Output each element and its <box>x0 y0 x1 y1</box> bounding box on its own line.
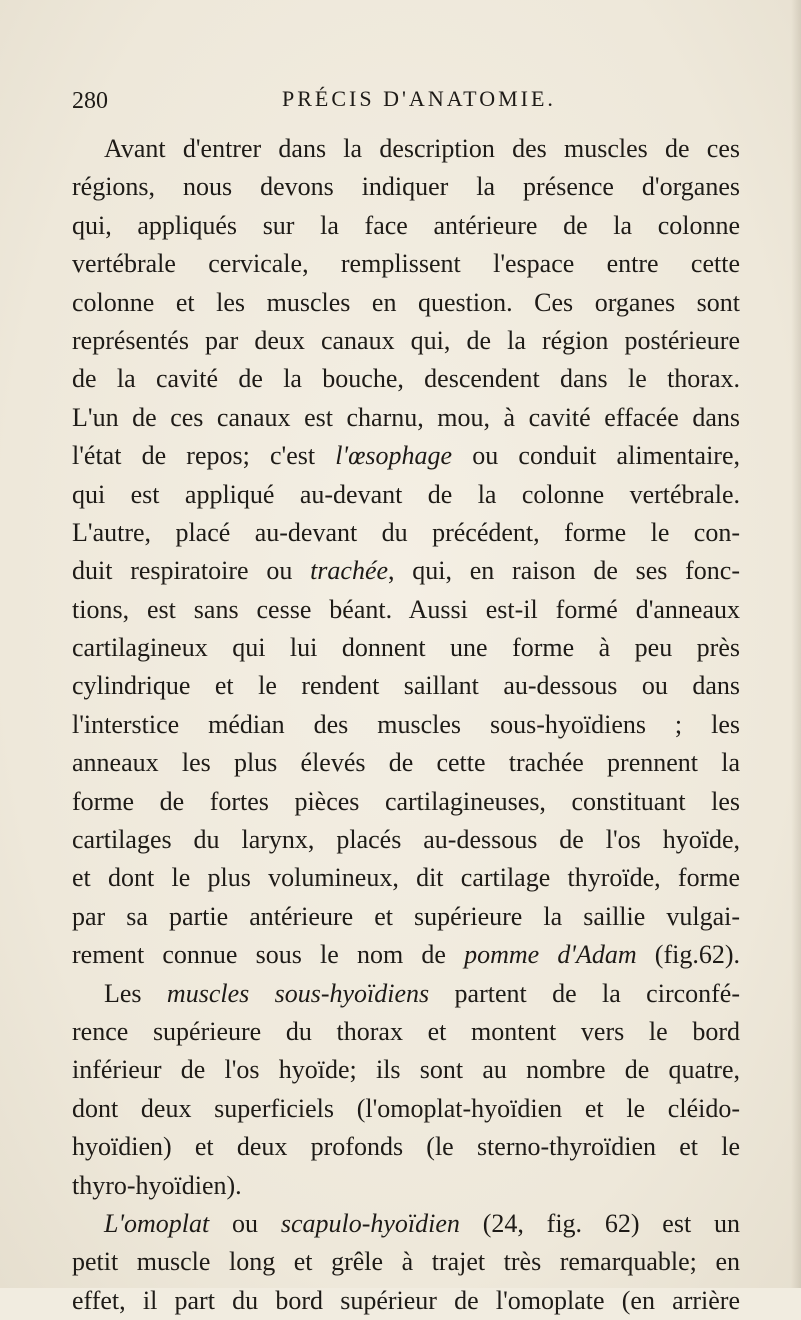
text-line: rement connue sous le nom de pomme d'Adam (fig.62). <box>72 940 741 970</box>
text-line: régions, nous devons indiquer la présence d'organes <box>72 172 740 202</box>
text-line: tions, est sans cesse béant. Aussi est-il formé d'anneaux <box>72 594 740 624</box>
text-line: l'interstice médian des muscles sous-hyoïdiens ; les <box>72 709 740 739</box>
text-line: vertébrale cervicale, remplissent l'espace entre cette <box>72 249 740 279</box>
term-muscles-sous-hyoidiens: muscles sous-hyoïdiens <box>166 978 430 1008</box>
term-oesophage: l'œsophage <box>335 441 453 471</box>
text-line: qui, appliqués sur la face antérieure de la colonne <box>72 210 740 240</box>
text-line: et dont le plus volumineux, dit cartilage thyroïde, forme <box>72 863 740 893</box>
text-line: cylindrique et le rendent saillant au-dessous ou dans <box>72 671 740 701</box>
text-line: L'un de ces canaux est charnu, mou, à cavité effacée dans <box>72 402 740 432</box>
running-title: PRÉCIS D'ANATOMIE. <box>282 86 556 111</box>
text-line: par sa partie antérieure et supérieure la saillie vulgai- <box>72 901 740 931</box>
text-line: hyoïdien) et deux profonds (le sterno-thyroïdien et le <box>72 1132 740 1162</box>
body-text <box>72 130 740 1320</box>
page-edge-shadow <box>791 0 801 1288</box>
page-number: 280 <box>72 88 108 114</box>
text-line: petit muscle long et grêle à trajet très remarquable; en <box>72 1247 740 1277</box>
text-line: effet, il part du bord supérieur de l'omoplate (en arrière <box>72 1285 740 1315</box>
text-line: dont deux superficiels (l'omoplat-hyoïdien et le cléido- <box>72 1093 740 1123</box>
text-line: forme de fortes pièces cartilagineuses, constituant les <box>72 786 740 816</box>
text-line: Avant d'entrer dans la description des muscles de ces <box>104 134 740 163</box>
term-trachee: trachée <box>310 556 389 586</box>
text-line: anneaux les plus élevés de cette trachée prennent la <box>72 748 740 778</box>
text-line: Les muscles sous-hyoïdiens partent de la circonfé- <box>104 978 741 1008</box>
term-omoplat: L'omoplat <box>104 1208 210 1238</box>
text-line: L'autre, placé au-devant du précédent, forme le con- <box>72 517 740 547</box>
text-line: duit respiratoire ou trachée, qui, en raison de ses fonc- <box>72 556 740 586</box>
text-line: cartilagineux qui lui donnent une forme à peu près <box>72 633 740 663</box>
text-line: représentés par deux canaux qui, de la région postérieure <box>72 325 740 355</box>
term-scapulo-hyoidien: scapulo-hyoïdien <box>280 1208 460 1238</box>
text-line: cartilages du larynx, placés au-dessous de l'os hyoïde, <box>72 825 740 855</box>
page-header <box>72 86 732 116</box>
text-line: qui est appliqué au-devant de la colonne vertébrale. <box>72 479 740 509</box>
term-pomme-d-adam: pomme d'Adam <box>464 940 637 970</box>
text-line: de la cavité de la bouche, descendent dans le thorax. <box>72 364 740 394</box>
text-line: L'omoplat ou scapulo-hyoïdien (24, fig. 62) est un <box>104 1208 740 1238</box>
text-line: l'état de repos; c'est l'œsophage ou conduit alimentaire, <box>72 441 740 471</box>
text-line: thyro-hyoïdien). <box>72 1170 242 1200</box>
text-line: colonne et les muscles en question. Ces organes sont <box>72 287 740 317</box>
text-line: rence supérieure du thorax et montent vers le bord <box>72 1016 740 1046</box>
text-line: inférieur de l'os hyoïde; ils sont au nombre de quatre, <box>72 1055 740 1085</box>
